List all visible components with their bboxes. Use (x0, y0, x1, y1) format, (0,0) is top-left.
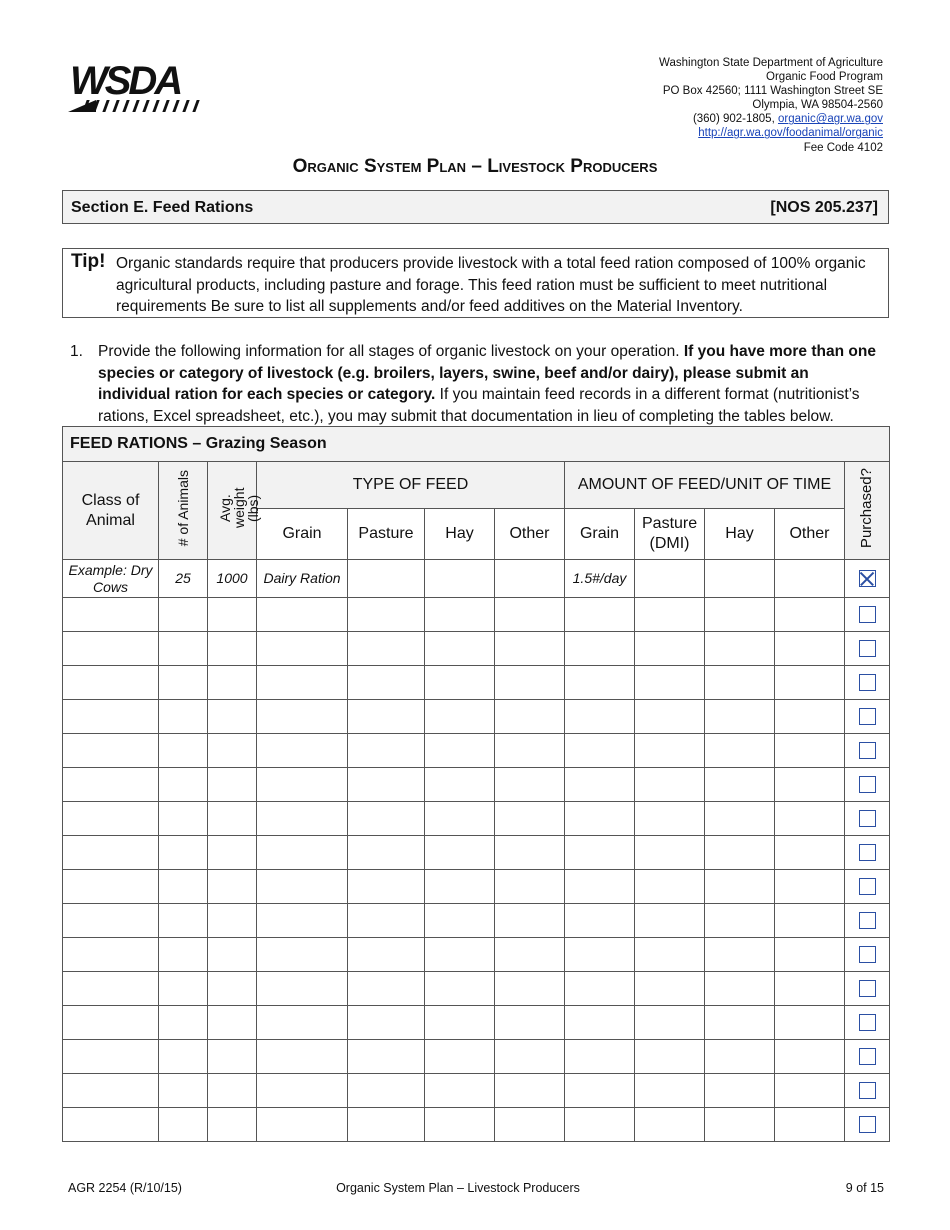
type-pasture-input-cell[interactable] (348, 1074, 425, 1108)
type-grain-input-cell[interactable] (257, 632, 348, 666)
agency-email-link[interactable]: organic@agr.wa.gov (777, 113, 883, 126)
amount-grain-input-cell[interactable] (565, 802, 635, 836)
question-text-a: Provide the following information for all stages of organic livestock on your operation. (98, 343, 684, 360)
example-avg-weight: 1000 (208, 560, 257, 598)
avg-weight-input-cell[interactable] (208, 632, 257, 666)
num-animals-input-cell[interactable] (159, 836, 208, 870)
type-hay-input-cell[interactable] (425, 1040, 495, 1074)
agency-program: Organic Food Program (766, 71, 883, 84)
purchased-cell (845, 972, 890, 1006)
fee-code: Fee Code 4102 (803, 141, 883, 154)
type-hay-input-cell[interactable] (425, 1108, 495, 1142)
header-purchased: Purchased? (845, 462, 890, 560)
purchased-cell (845, 1006, 890, 1040)
amount-pasture-input-cell[interactable] (635, 836, 705, 870)
purchased-checkbox[interactable] (859, 640, 876, 657)
type-hay-input-cell[interactable] (425, 768, 495, 802)
section-header (62, 190, 889, 224)
table-row (63, 870, 890, 904)
amount-grain-input-cell[interactable] (565, 1074, 635, 1108)
type-grain-input-cell[interactable] (257, 972, 348, 1006)
table-row (63, 938, 890, 972)
header-type-grain: Grain (257, 509, 348, 560)
amount-pasture-input-cell[interactable] (635, 870, 705, 904)
type-pasture-input-cell[interactable] (348, 938, 425, 972)
amount-pasture-input-cell[interactable] (635, 700, 705, 734)
agency-name: Washington State Department of Agriculture (659, 57, 883, 69)
type-hay-input-cell[interactable] (425, 938, 495, 972)
type-other-input-cell[interactable] (495, 632, 565, 666)
purchased-checkbox[interactable] (859, 946, 876, 963)
type-other-input-cell[interactable] (495, 734, 565, 768)
amount-grain-input-cell[interactable] (565, 870, 635, 904)
num-animals-input-cell[interactable] (159, 1006, 208, 1040)
type-pasture-input-cell[interactable] (348, 700, 425, 734)
amount-hay-input-cell[interactable] (705, 938, 775, 972)
purchased-cell (845, 666, 890, 700)
type-pasture-input-cell[interactable] (348, 904, 425, 938)
type-other-input-cell[interactable] (495, 836, 565, 870)
amount-hay-input-cell[interactable] (705, 598, 775, 632)
class-input-cell[interactable] (63, 938, 159, 972)
type-pasture-input-cell[interactable] (348, 802, 425, 836)
amount-hay-input-cell[interactable] (705, 904, 775, 938)
example-type-pasture (348, 560, 425, 598)
type-hay-input-cell[interactable] (425, 1074, 495, 1108)
example-class: Example: Dry Cows (63, 560, 159, 598)
feed-rations-table (62, 426, 890, 1142)
amount-other-input-cell[interactable] (775, 734, 845, 768)
table-row (63, 904, 890, 938)
class-input-cell[interactable] (63, 1040, 159, 1074)
example-type-other (495, 560, 565, 598)
type-other-input-cell[interactable] (495, 666, 565, 700)
table-row (63, 802, 890, 836)
amount-pasture-input-cell[interactable] (635, 972, 705, 1006)
section-reference: [NOS 205.237] (770, 199, 878, 216)
type-hay-input-cell[interactable] (425, 666, 495, 700)
amount-pasture-input-cell[interactable] (635, 1108, 705, 1142)
type-hay-input-cell[interactable] (425, 904, 495, 938)
num-animals-input-cell[interactable] (159, 802, 208, 836)
amount-grain-input-cell[interactable] (565, 1108, 635, 1142)
type-hay-input-cell[interactable] (425, 598, 495, 632)
type-grain-input-cell[interactable] (257, 938, 348, 972)
avg-weight-input-cell[interactable] (208, 1108, 257, 1142)
purchased-cell (845, 632, 890, 666)
table-row (63, 972, 890, 1006)
purchased-checkbox[interactable] (859, 1048, 876, 1065)
num-animals-input-cell[interactable] (159, 632, 208, 666)
type-grain-input-cell[interactable] (257, 1074, 348, 1108)
header-amount-hay: Hay (705, 509, 775, 560)
amount-grain-input-cell[interactable] (565, 904, 635, 938)
avg-weight-input-cell[interactable] (208, 972, 257, 1006)
type-grain-input-cell[interactable] (257, 700, 348, 734)
amount-grain-input-cell[interactable] (565, 700, 635, 734)
avg-weight-input-cell[interactable] (208, 904, 257, 938)
agency-contact (659, 112, 883, 126)
header-class-of-animal: Class of Animal (63, 462, 159, 560)
class-input-cell[interactable] (63, 1006, 159, 1040)
purchased-checkbox[interactable] (859, 844, 876, 861)
question-1 (70, 341, 885, 427)
type-hay-input-cell[interactable] (425, 734, 495, 768)
class-input-cell[interactable] (63, 768, 159, 802)
num-animals-input-cell[interactable] (159, 1108, 208, 1142)
purchased-checkbox[interactable] (859, 708, 876, 725)
type-grain-input-cell[interactable] (257, 1006, 348, 1040)
class-input-cell[interactable] (63, 836, 159, 870)
amount-other-input-cell[interactable] (775, 836, 845, 870)
type-pasture-input-cell[interactable] (348, 1108, 425, 1142)
amount-pasture-input-cell[interactable] (635, 1040, 705, 1074)
header-type-pasture: Pasture (348, 509, 425, 560)
amount-grain-input-cell[interactable] (565, 768, 635, 802)
type-pasture-input-cell[interactable] (348, 1006, 425, 1040)
purchased-checkbox[interactable] (859, 878, 876, 895)
agency-website-link[interactable]: http://agr.wa.gov/foodanimal/organic (698, 127, 883, 140)
num-animals-input-cell[interactable] (159, 1074, 208, 1108)
class-input-cell[interactable] (63, 802, 159, 836)
purchased-checkbox[interactable] (859, 606, 876, 623)
num-animals-input-cell[interactable] (159, 598, 208, 632)
example-row (63, 560, 890, 598)
type-other-input-cell[interactable] (495, 1040, 565, 1074)
amount-grain-input-cell[interactable] (565, 938, 635, 972)
type-pasture-input-cell[interactable] (348, 632, 425, 666)
type-other-input-cell[interactable] (495, 700, 565, 734)
avg-weight-input-cell[interactable] (208, 598, 257, 632)
amount-other-input-cell[interactable] (775, 972, 845, 1006)
question-text-b: If you maintain feed records in a different format (nutritionist’s rations, Excel spreadsheet, etc.), you may submit that documentation in lieu of completing the tables below. (98, 386, 860, 425)
type-pasture-input-cell[interactable] (348, 972, 425, 1006)
amount-other-input-cell[interactable] (775, 666, 845, 700)
purchased-checkbox[interactable] (859, 912, 876, 929)
class-input-cell[interactable] (63, 904, 159, 938)
type-pasture-input-cell[interactable] (348, 666, 425, 700)
amount-pasture-input-cell[interactable] (635, 1074, 705, 1108)
amount-pasture-input-cell[interactable] (635, 904, 705, 938)
amount-hay-input-cell[interactable] (705, 870, 775, 904)
avg-weight-input-cell[interactable] (208, 700, 257, 734)
num-animals-input-cell[interactable] (159, 972, 208, 1006)
type-pasture-input-cell[interactable] (348, 768, 425, 802)
feed-rations-table-wrapper (62, 426, 889, 1142)
class-input-cell[interactable] (63, 972, 159, 1006)
amount-other-input-cell[interactable] (775, 904, 845, 938)
example-num-animals: 25 (159, 560, 208, 598)
tip-text: Organic standards require that producers provide livestock with a total feed ration composed of 100% organic agricultural products, including pasture and forage. This feed ration must be sufficient to meet nutritional requirements Be sure to list all supplements and/or feed additives on the Material Inventory. (116, 255, 866, 315)
example-type-hay (425, 560, 495, 598)
purchased-checkbox[interactable] (859, 776, 876, 793)
example-purchased-cell (845, 560, 890, 598)
amount-hay-input-cell[interactable] (705, 768, 775, 802)
amount-other-input-cell[interactable] (775, 1108, 845, 1142)
amount-hay-input-cell[interactable] (705, 1040, 775, 1074)
type-other-input-cell[interactable] (495, 768, 565, 802)
amount-hay-input-cell[interactable] (705, 666, 775, 700)
type-pasture-input-cell[interactable] (348, 598, 425, 632)
amount-hay-input-cell[interactable] (705, 700, 775, 734)
header-amount-grain: Grain (565, 509, 635, 560)
type-grain-input-cell[interactable] (257, 666, 348, 700)
purchased-cell (845, 938, 890, 972)
num-animals-input-cell[interactable] (159, 768, 208, 802)
type-other-input-cell[interactable] (495, 598, 565, 632)
type-other-input-cell[interactable] (495, 938, 565, 972)
logo-text: WSDA (70, 59, 181, 103)
type-other-input-cell[interactable] (495, 1006, 565, 1040)
example-amount-grain: 1.5#/day (565, 560, 635, 598)
footer-title: Organic System Plan – Livestock Producers (336, 1181, 580, 1195)
purchased-cell (845, 836, 890, 870)
table-row (63, 666, 890, 700)
type-other-input-cell[interactable] (495, 802, 565, 836)
header-amount-of-feed: AMOUNT OF FEED/UNIT OF TIME (565, 462, 845, 509)
header-num-animals: # of Animals (159, 462, 208, 560)
type-grain-input-cell[interactable] (257, 768, 348, 802)
purchased-cell (845, 700, 890, 734)
type-grain-input-cell[interactable] (257, 598, 348, 632)
avg-weight-input-cell[interactable] (208, 870, 257, 904)
amount-grain-input-cell[interactable] (565, 666, 635, 700)
type-other-input-cell[interactable] (495, 1074, 565, 1108)
avg-weight-input-cell[interactable] (208, 1006, 257, 1040)
avg-weight-input-cell[interactable] (208, 802, 257, 836)
class-input-cell[interactable] (63, 734, 159, 768)
amount-pasture-input-cell[interactable] (635, 802, 705, 836)
purchased-cell (845, 904, 890, 938)
purchased-cell (845, 598, 890, 632)
type-hay-input-cell[interactable] (425, 972, 495, 1006)
type-other-input-cell[interactable] (495, 904, 565, 938)
table-caption: FEED RATIONS – Grazing Season (63, 427, 890, 462)
purchased-cell (845, 1108, 890, 1142)
table-row (63, 700, 890, 734)
purchased-checkbox[interactable] (859, 742, 876, 759)
amount-hay-input-cell[interactable] (705, 972, 775, 1006)
purchased-checkbox[interactable] (859, 1082, 876, 1099)
table-row (63, 768, 890, 802)
type-hay-input-cell[interactable] (425, 700, 495, 734)
header-type-of-feed: TYPE OF FEED (257, 462, 565, 509)
table-row (63, 1108, 890, 1142)
purchased-cell (845, 870, 890, 904)
avg-weight-input-cell[interactable] (208, 1040, 257, 1074)
amount-pasture-input-cell[interactable] (635, 632, 705, 666)
question-text-bold: If you have more than one species or category of livestock (e.g. broilers, layers, swine, beef and/or dairy), please submit an individual ration for each species or category. (98, 343, 876, 403)
type-grain-input-cell[interactable] (257, 870, 348, 904)
header-amount-pasture: Pasture (DMI) (635, 509, 705, 560)
footer-page-number: 9 of 15 (845, 1181, 884, 1195)
num-animals-input-cell[interactable] (159, 666, 208, 700)
class-input-cell[interactable] (63, 700, 159, 734)
type-pasture-input-cell[interactable] (348, 870, 425, 904)
amount-hay-input-cell[interactable] (705, 1074, 775, 1108)
amount-other-input-cell[interactable] (775, 870, 845, 904)
type-hay-input-cell[interactable] (425, 1006, 495, 1040)
class-input-cell[interactable] (63, 1108, 159, 1142)
type-pasture-input-cell[interactable] (348, 734, 425, 768)
example-type-grain: Dairy Ration (257, 560, 348, 598)
purchased-cell (845, 802, 890, 836)
type-grain-input-cell[interactable] (257, 734, 348, 768)
purchased-cell (845, 768, 890, 802)
amount-pasture-input-cell[interactable] (635, 768, 705, 802)
class-input-cell[interactable] (63, 598, 159, 632)
amount-grain-input-cell[interactable] (565, 972, 635, 1006)
type-other-input-cell[interactable] (495, 972, 565, 1006)
type-pasture-input-cell[interactable] (348, 836, 425, 870)
amount-hay-input-cell[interactable] (705, 734, 775, 768)
amount-hay-input-cell[interactable] (705, 1108, 775, 1142)
amount-other-input-cell[interactable] (775, 632, 845, 666)
amount-hay-input-cell[interactable] (705, 632, 775, 666)
header-type-hay: Hay (425, 509, 495, 560)
example-amount-other (775, 560, 845, 598)
avg-weight-input-cell[interactable] (208, 666, 257, 700)
table-row (63, 1040, 890, 1074)
type-grain-input-cell[interactable] (257, 836, 348, 870)
question-number: 1. (70, 343, 83, 360)
amount-pasture-input-cell[interactable] (635, 1006, 705, 1040)
amount-other-input-cell[interactable] (775, 1040, 845, 1074)
num-animals-input-cell[interactable] (159, 734, 208, 768)
amount-other-input-cell[interactable] (775, 700, 845, 734)
amount-other-input-cell[interactable] (775, 1074, 845, 1108)
amount-hay-input-cell[interactable] (705, 802, 775, 836)
amount-grain-input-cell[interactable] (565, 1040, 635, 1074)
example-amount-hay (705, 560, 775, 598)
header-avg-weight: Avg. weight (lbs) (208, 462, 257, 560)
purchased-checkbox[interactable] (859, 1014, 876, 1031)
purchased-cell (845, 1040, 890, 1074)
amount-grain-input-cell[interactable] (565, 1006, 635, 1040)
class-input-cell[interactable] (63, 632, 159, 666)
amount-grain-input-cell[interactable] (565, 632, 635, 666)
type-hay-input-cell[interactable] (425, 632, 495, 666)
avg-weight-input-cell[interactable] (208, 938, 257, 972)
header-type-other: Other (495, 509, 565, 560)
tip-box (62, 248, 889, 318)
table-row (63, 1074, 890, 1108)
amount-grain-input-cell[interactable] (565, 836, 635, 870)
num-animals-input-cell[interactable] (159, 1040, 208, 1074)
num-animals-input-cell[interactable] (159, 904, 208, 938)
tip-label: Tip! (71, 251, 106, 272)
table-row (63, 632, 890, 666)
blank-rows (63, 598, 890, 1142)
avg-weight-input-cell[interactable] (208, 1074, 257, 1108)
num-animals-input-cell[interactable] (159, 870, 208, 904)
amount-grain-input-cell[interactable] (565, 734, 635, 768)
amount-pasture-input-cell[interactable] (635, 598, 705, 632)
agency-address-line2: Olympia, WA 98504-2560 (752, 99, 883, 112)
table-row (63, 1006, 890, 1040)
type-other-input-cell[interactable] (495, 870, 565, 904)
amount-pasture-input-cell[interactable] (635, 938, 705, 972)
agency-address (659, 56, 883, 155)
amount-pasture-input-cell[interactable] (635, 666, 705, 700)
purchased-cell (845, 734, 890, 768)
type-other-input-cell[interactable] (495, 1108, 565, 1142)
type-hay-input-cell[interactable] (425, 836, 495, 870)
type-grain-input-cell[interactable] (257, 1108, 348, 1142)
table-row (63, 734, 890, 768)
num-animals-input-cell[interactable] (159, 938, 208, 972)
class-input-cell[interactable] (63, 1074, 159, 1108)
class-input-cell[interactable] (63, 666, 159, 700)
table-row (63, 836, 890, 870)
type-hay-input-cell[interactable] (425, 870, 495, 904)
purchased-checkbox[interactable] (859, 674, 876, 691)
avg-weight-input-cell[interactable] (208, 836, 257, 870)
purchased-cell (845, 1074, 890, 1108)
avg-weight-input-cell[interactable] (208, 734, 257, 768)
example-amount-pasture (635, 560, 705, 598)
amount-hay-input-cell[interactable] (705, 1006, 775, 1040)
type-pasture-input-cell[interactable] (348, 1040, 425, 1074)
num-animals-input-cell[interactable] (159, 700, 208, 734)
avg-weight-input-cell[interactable] (208, 768, 257, 802)
class-input-cell[interactable] (63, 870, 159, 904)
amount-other-input-cell[interactable] (775, 1006, 845, 1040)
agency-address-line1: PO Box 42560; 1111 Washington Street SE (662, 85, 883, 98)
type-grain-input-cell[interactable] (257, 802, 348, 836)
page-title: Organic System Plan – Livestock Producers (292, 156, 658, 177)
purchased-checkbox[interactable] (859, 570, 876, 587)
amount-pasture-input-cell[interactable] (635, 734, 705, 768)
amount-other-input-cell[interactable] (775, 598, 845, 632)
purchased-checkbox[interactable] (859, 1116, 876, 1133)
type-grain-input-cell[interactable] (257, 1040, 348, 1074)
wsda-logo (68, 58, 206, 114)
amount-other-input-cell[interactable] (775, 768, 845, 802)
type-hay-input-cell[interactable] (425, 802, 495, 836)
purchased-checkbox[interactable] (859, 810, 876, 827)
table-row (63, 598, 890, 632)
amount-hay-input-cell[interactable] (705, 836, 775, 870)
agency-phone: (360) 902-1805, (692, 113, 778, 126)
section-label: Section E. Feed Rations (71, 199, 254, 216)
purchased-checkbox[interactable] (859, 980, 876, 997)
footer-form-number: AGR 2254 (R/10/15) (68, 1181, 182, 1195)
amount-grain-input-cell[interactable] (565, 598, 635, 632)
header-amount-other: Other (775, 509, 845, 560)
amount-other-input-cell[interactable] (775, 802, 845, 836)
type-grain-input-cell[interactable] (257, 904, 348, 938)
amount-other-input-cell[interactable] (775, 938, 845, 972)
